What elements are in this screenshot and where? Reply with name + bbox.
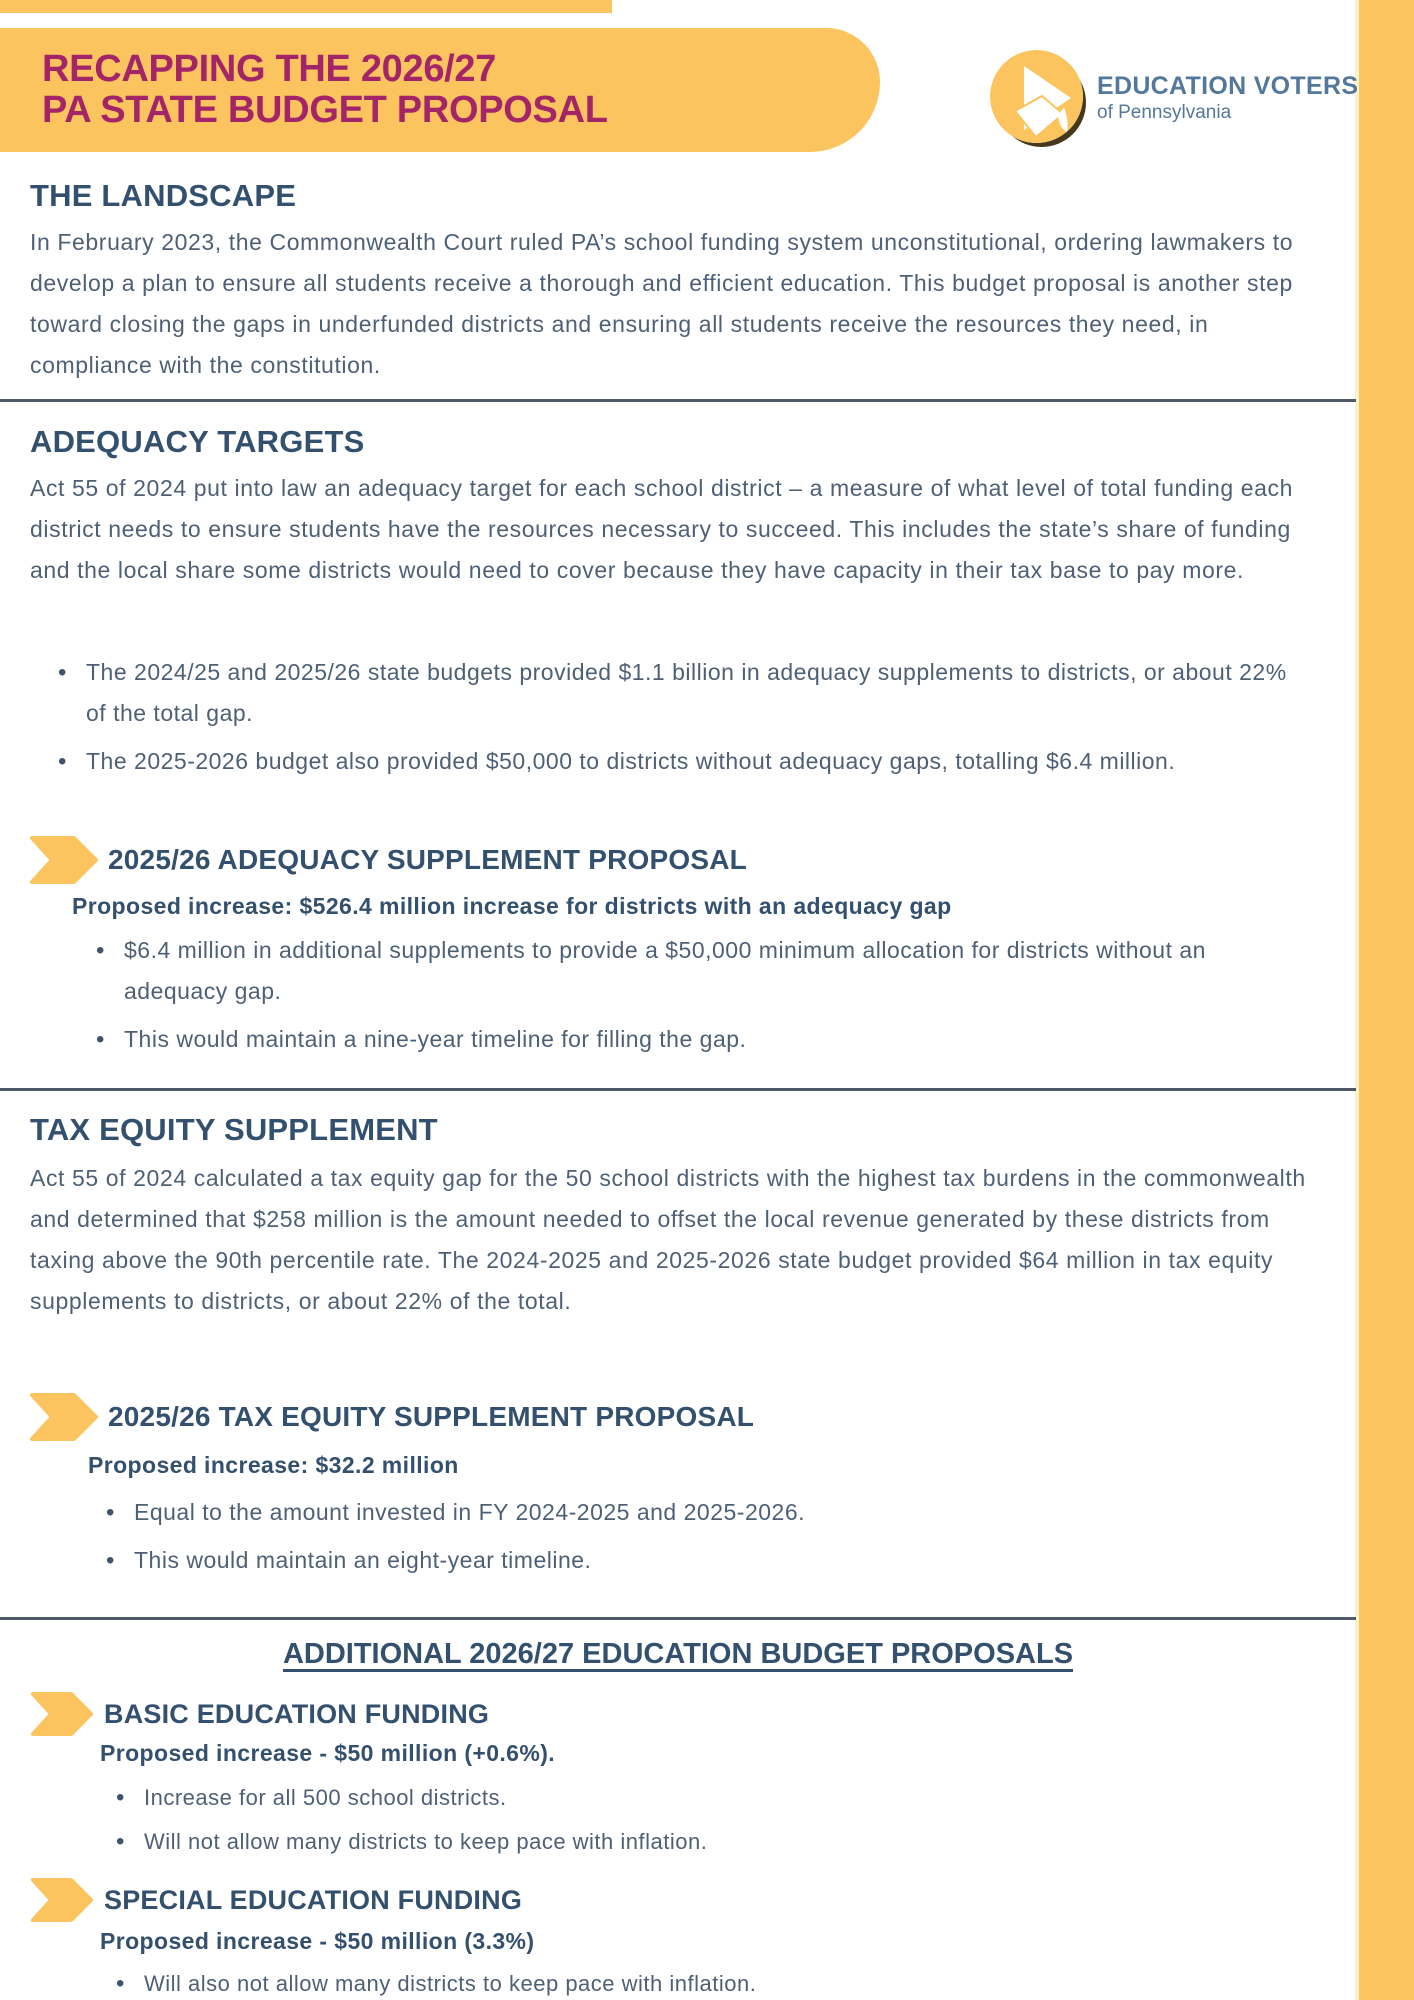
section-divider xyxy=(0,1617,1356,1620)
landscape-paragraph: In February 2023, the Commonwealth Court ruled PA’s school funding system unconstitutional, ordering lawmakers to develop a plan to ensure all students receive a thorough and efficient education. This budget proposal is another step toward closing the gaps in underfunded districts and ensuring all students receive the resources they need, in compliance with the constitution. xyxy=(30,229,1294,378)
arrow-right-icon xyxy=(30,1393,98,1441)
special-education-heading-row xyxy=(30,1878,522,1922)
basic-education-bullet-list xyxy=(112,1778,1312,1866)
tax-equity-proposal-bullet-list xyxy=(102,1492,1302,1588)
section-divider xyxy=(0,1088,1356,1091)
page-title-line2: PA STATE BUDGET PROPOSAL xyxy=(42,89,608,131)
arrow-right-icon xyxy=(30,836,98,884)
bullet-item: • Increase for all 500 school districts. xyxy=(112,1778,1312,1818)
adequacy-proposal-bullet-list xyxy=(92,930,1292,1067)
page-title xyxy=(42,49,608,131)
special-education-lead: Proposed increase - $50 million (3.3%) xyxy=(100,1928,535,1954)
header-banner xyxy=(0,28,880,152)
adequacy-bullet-list xyxy=(54,652,1304,789)
section-divider xyxy=(0,399,1356,402)
bullet-item: • Will not allow many districts to keep pace with inflation. xyxy=(112,1822,1312,1862)
special-education-heading: SPECIAL EDUCATION FUNDING xyxy=(104,1884,523,1915)
adequacy-proposal-heading-row xyxy=(30,836,747,884)
page-title-line1: RECAPPING THE 2026/27 xyxy=(42,47,497,90)
tax-equity-proposal-heading-row xyxy=(30,1393,754,1441)
bullet-item: • This would maintain a nine-year timeline for filling the gap. xyxy=(92,1019,1292,1060)
additional-proposals-heading: ADDITIONAL 2026/27 EDUCATION BUDGET PROPOSALS xyxy=(282,1638,1074,1670)
bullet-item: • Equal to the amount invested in FY 2024-2025 and 2025-2026. xyxy=(102,1492,1302,1533)
logo-tagline: of Pennsylvania xyxy=(1097,101,1232,123)
bullet-item: • This would maintain an eight-year timeline. xyxy=(102,1540,1302,1581)
adequacy-paragraph: Act 55 of 2024 put into law an adequacy target for each school district – a measure of what level of total funding each district needs to ensure students have the resources necessary to succeed. This includes the state’s share of funding and the local share some districts would need to cover because they have capacity in their tax base to pay more. xyxy=(30,475,1294,583)
basic-education-lead: Proposed increase - $50 million (+0.6%). xyxy=(100,1740,556,1766)
logo-text xyxy=(1097,50,1358,123)
bullet-item: • $6.4 million in additional supplements to provide a $50,000 minimum allocation for districts without an adequacy gap. xyxy=(92,930,1292,1012)
tax-equity-proposal-heading: 2025/26 TAX EQUITY SUPPLEMENT PROPOSAL xyxy=(108,1401,755,1432)
right-accent-stripe xyxy=(1355,0,1414,2000)
basic-education-heading-row xyxy=(30,1692,489,1736)
adequacy-heading: ADEQUACY TARGETS xyxy=(30,424,365,459)
adequacy-proposal-lead: Proposed increase: $526.4 million increase for districts with an adequacy gap xyxy=(72,893,952,919)
bullet-item: • The 2024/25 and 2025/26 state budgets provided $1.1 billion in adequacy supplements to districts, or about 22% of the total gap. xyxy=(54,652,1304,734)
bullet-item: • Will also not allow many districts to keep pace with inflation. xyxy=(112,1964,1312,2000)
arrow-right-icon xyxy=(30,1878,94,1922)
top-accent-bar xyxy=(0,0,612,13)
logo-name: EDUCATION VOTERS xyxy=(1097,72,1359,100)
landscape-heading: THE LANDSCAPE xyxy=(30,178,297,213)
education-voters-logo xyxy=(990,50,1358,143)
special-education-bullet-list xyxy=(112,1964,1312,2000)
arrow-right-icon xyxy=(30,1692,94,1736)
tax-equity-heading: TAX EQUITY SUPPLEMENT xyxy=(30,1112,438,1147)
tax-equity-proposal-lead: Proposed increase: $32.2 million xyxy=(88,1452,459,1478)
basic-education-heading: BASIC EDUCATION FUNDING xyxy=(104,1698,490,1729)
tax-equity-paragraph: Act 55 of 2024 calculated a tax equity gap for the 50 school districts with the highest tax burdens in the commonwealth and determined that $258 million is the amount needed to offset the local revenue generated by these districts from taxing above the 90th percentile rate. The 2024-2025 and 2025-2026 state budget provided $64 million in tax equity supplements to districts, or about 22% of the total. xyxy=(30,1165,1306,1314)
bullet-item: • The 2025-2026 budget also provided $50,000 to districts without adequacy gaps, totalling $6.4 million. xyxy=(54,741,1304,782)
education-voters-logo-icon xyxy=(990,50,1083,143)
adequacy-proposal-heading: 2025/26 ADEQUACY SUPPLEMENT PROPOSAL xyxy=(108,844,747,875)
